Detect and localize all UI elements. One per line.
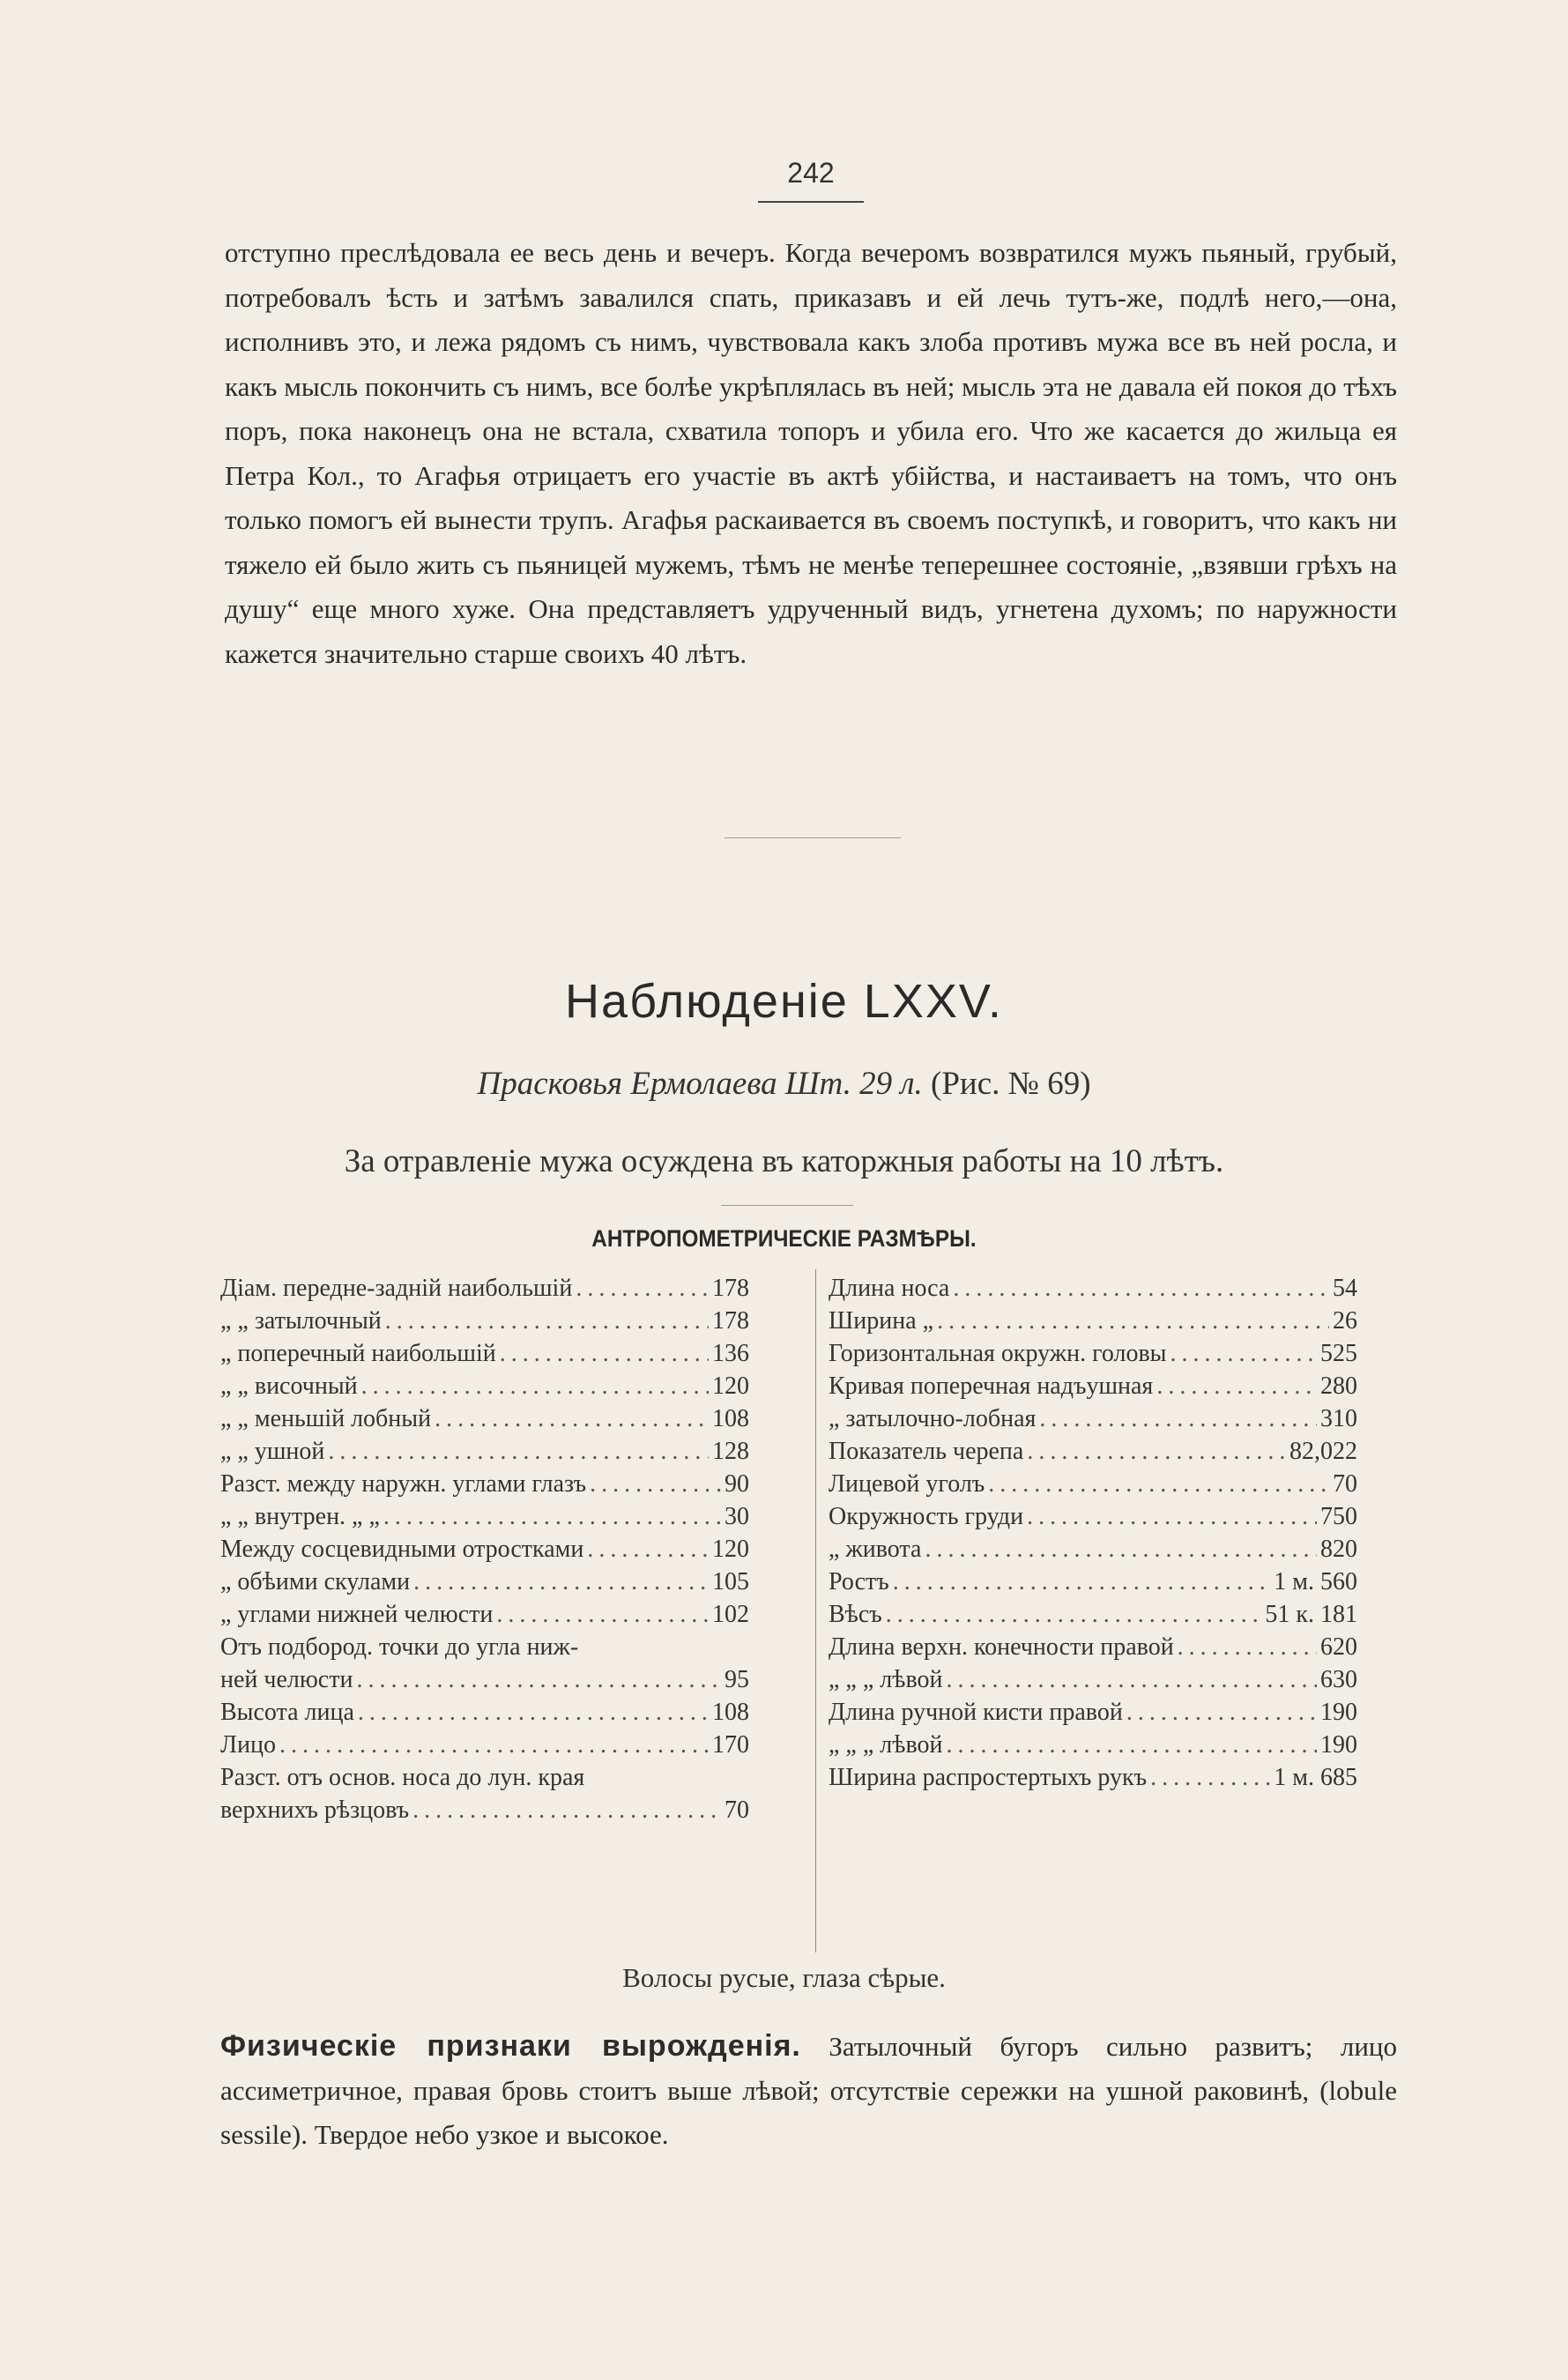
measurement-label: „ „ внутрен. „ „	[220, 1503, 380, 1530]
subject-line	[0, 1065, 1568, 1103]
observation-title: Наблюденіе LXXV.	[565, 975, 1003, 1028]
measurement-label: „ „ „ лѣвой	[829, 1666, 943, 1693]
subject-name: Прасковья Ермолаева Шт. 29 л.	[477, 1066, 923, 1102]
measurement-row	[220, 1337, 749, 1370]
anthropometric-heading: АНТРОПОМЕТРИЧЕСКІЕ РАЗМѢРЫ.	[591, 1225, 977, 1252]
dot-leader	[946, 1663, 1317, 1696]
page-number-rule	[758, 201, 864, 203]
dot-leader	[1039, 1402, 1317, 1435]
measurement-label: „ поперечный наибольшій	[220, 1340, 496, 1367]
measurement-row	[829, 1761, 1357, 1794]
measurement-value: 120	[712, 1536, 749, 1563]
dot-leader	[358, 1696, 709, 1729]
measurement-value: 178	[712, 1307, 749, 1335]
page-number: 242	[787, 157, 835, 189]
measurement-row	[829, 1272, 1357, 1305]
measurement-row	[829, 1533, 1357, 1566]
measurement-row	[829, 1566, 1357, 1598]
dot-leader	[383, 1500, 721, 1533]
measurement-row	[220, 1272, 749, 1305]
measurement-value: 108	[712, 1699, 749, 1726]
measurement-row	[220, 1761, 749, 1794]
measurement-row	[220, 1500, 749, 1533]
dot-leader	[1027, 1435, 1286, 1468]
measurement-value: 136	[712, 1340, 749, 1367]
dot-leader	[1156, 1370, 1317, 1402]
measurement-row	[829, 1468, 1357, 1500]
measurement-row	[220, 1468, 749, 1500]
measurement-row	[829, 1696, 1357, 1729]
measurement-value: 30	[725, 1503, 749, 1530]
measurement-row	[220, 1729, 749, 1761]
measurement-label: Разст. между наружн. углами глазъ	[220, 1470, 587, 1498]
measurement-row	[220, 1598, 749, 1631]
measurement-label: „ „ „ лѣвой	[829, 1731, 943, 1759]
verdict: За отравленіе мужа осуждена въ каторжныя работы на 10 лѣтъ.	[344, 1143, 1224, 1179]
measurement-label: Горизонтальная окружн. головы	[829, 1340, 1167, 1367]
measurement-value: 70	[1333, 1470, 1357, 1498]
measurements-left-column	[220, 1272, 749, 1826]
measurement-row	[220, 1533, 749, 1566]
dot-leader	[356, 1663, 721, 1696]
measurement-label: Лицевой уголъ	[829, 1470, 985, 1498]
measurement-value: 54	[1333, 1275, 1357, 1302]
dot-leader	[1178, 1631, 1317, 1663]
measurement-value: 310	[1320, 1405, 1357, 1432]
measurement-row	[220, 1794, 749, 1826]
measurement-label: Кривая поперечная надъушная	[829, 1372, 1154, 1400]
dot-leader	[412, 1794, 721, 1826]
measurement-label: „ „ височный	[220, 1372, 358, 1400]
dot-leader	[587, 1533, 709, 1566]
measurement-label: Ростъ	[829, 1568, 889, 1595]
measurement-value: 90	[725, 1470, 749, 1498]
dot-leader	[435, 1402, 709, 1435]
measurement-label: Діам. передне-задній наибольшій	[220, 1275, 573, 1302]
dot-leader	[953, 1272, 1329, 1305]
measurement-row	[829, 1435, 1357, 1468]
dot-leader	[937, 1305, 1329, 1337]
measurement-label: Ширина „	[829, 1307, 934, 1335]
dot-leader	[361, 1370, 709, 1402]
dot-leader	[413, 1566, 709, 1598]
measurement-label: „ углами нижней челюсти	[220, 1601, 494, 1628]
measurement-value: 620	[1320, 1633, 1357, 1661]
measurement-label: Длина верхн. конечности правой	[829, 1633, 1174, 1661]
measurement-value: 105	[712, 1568, 749, 1595]
measurement-value: 630	[1320, 1666, 1357, 1693]
measurement-value: 70	[725, 1796, 749, 1824]
degeneration-signs	[220, 2024, 1397, 2157]
measurement-row	[220, 1631, 749, 1663]
measurement-row	[829, 1663, 1357, 1696]
measurement-label: Вѣсъ	[829, 1601, 882, 1628]
measurement-value: 26	[1333, 1307, 1357, 1335]
dot-leader	[988, 1468, 1329, 1500]
measurement-label: Между сосцевидными отростками	[220, 1536, 584, 1563]
continued-case-text: отступно преслѣдовала ее весь день и вечеръ. Когда вечеромъ возвратился мужъ пьяный, грубый, потребовалъ ѣсть и затѣмъ завалился спать, приказавъ и ей лечь тутъ-же, подлѣ него,—она, исполнивъ это, и лежа рядомъ съ нимъ, чувствовала какъ злоба противъ мужа все въ ней росла, и какъ мысль покончить съ нимъ, все болѣе укрѣплялась въ ней; мысль эта не давала ей покоя до тѣхъ поръ, пока наконецъ она не встала, схватила топоръ и убила его. Что же касается до жильца ея Петра Кол., то Агафья отрицаетъ его участіе въ актѣ убійства, и настаиваетъ на томъ, что онъ только помогъ ей вынести трупъ. Агафья раскаивается въ своемъ поступкѣ, и говоритъ, что какъ ни тяжело ей было жить съ пьяницей мужемъ, тѣмъ не менѣе теперешнее состояніе, „взявши грѣхъ на душу“ еще много хуже. Она представляетъ удрученный видъ, угнетена духомъ; по наружности кажется значительно старше своихъ 40 лѣтъ.	[225, 237, 1397, 669]
measurement-label: „ „ затылочный	[220, 1307, 382, 1335]
measurement-label: „ „ меньшій лобный	[220, 1405, 432, 1432]
measurement-value: 280	[1320, 1372, 1357, 1400]
dot-leader	[500, 1337, 709, 1370]
measurement-label: Лицо	[220, 1731, 276, 1759]
dot-leader	[946, 1729, 1317, 1761]
hair-eyes-note: Волосы русые, глаза сѣрые.	[622, 1962, 946, 1993]
measurement-row	[220, 1402, 749, 1435]
measurement-label: „ „ ушной	[220, 1438, 325, 1465]
measurement-value: 170	[712, 1731, 749, 1759]
measurement-label: „ затылочно-лобная	[829, 1405, 1037, 1432]
measurement-value: 525	[1320, 1340, 1357, 1367]
measurement-value: 128	[712, 1438, 749, 1465]
measurement-label: Высота лица	[220, 1699, 354, 1726]
measurement-label: Разст. отъ основ. носа до лун. края	[220, 1764, 585, 1791]
measurement-row	[220, 1696, 749, 1729]
measurement-row	[220, 1663, 749, 1696]
figure-reference: (Рис. № 69)	[931, 1066, 1091, 1102]
dot-leader	[1126, 1696, 1317, 1729]
measurement-label: Показатель черепа	[829, 1438, 1024, 1465]
degeneration-text: Затылочный бугоръ сильно развитъ; лицо ассиметричное, правая бровь стоитъ выше лѣвой; отсутствіе сережки на ушной раковинѣ, (lobule sessile). Твердое небо узкое и высокое.	[220, 2031, 1398, 2150]
measurement-value: 178	[712, 1275, 749, 1302]
dot-leader	[1027, 1500, 1317, 1533]
measurement-value: 1 м. 560	[1274, 1568, 1357, 1595]
dot-leader	[1170, 1337, 1318, 1370]
measurements-right-column	[829, 1272, 1357, 1794]
measurement-label: Длина носа	[829, 1275, 950, 1302]
measurement-value: 1 м. 685	[1274, 1764, 1357, 1791]
measurement-label: „ обѣими скулами	[220, 1568, 411, 1595]
measurement-value: 750	[1320, 1503, 1357, 1530]
measurement-label: Окружность груди	[829, 1503, 1024, 1530]
dot-leader	[279, 1729, 709, 1761]
measurement-row	[220, 1305, 749, 1337]
measurement-value: 51 к. 181	[1265, 1601, 1357, 1628]
measurement-value: 82,022	[1289, 1438, 1357, 1465]
dot-leader	[1150, 1761, 1270, 1794]
dot-leader	[925, 1533, 1317, 1566]
measurement-label: Отъ подбород. точки до угла ниж-	[220, 1633, 579, 1661]
dot-leader	[385, 1305, 709, 1337]
dot-leader	[496, 1598, 709, 1631]
measurement-row	[829, 1370, 1357, 1402]
measurement-value: 190	[1320, 1731, 1357, 1759]
measurement-value: 120	[712, 1372, 749, 1400]
measurement-label: ней челюсти	[220, 1666, 353, 1693]
measurement-row	[829, 1305, 1357, 1337]
measurement-row	[829, 1598, 1357, 1631]
measurement-row	[829, 1500, 1357, 1533]
measurement-row	[220, 1370, 749, 1402]
measurement-label: верхнихъ рѣзцовъ	[220, 1796, 410, 1824]
section-separator	[725, 837, 901, 838]
measurement-value: 102	[712, 1601, 749, 1628]
measurement-label: „ живота	[829, 1536, 922, 1563]
measurement-row	[829, 1631, 1357, 1663]
dot-leader	[576, 1272, 709, 1305]
dot-leader	[590, 1468, 721, 1500]
measurement-value: 190	[1320, 1699, 1357, 1726]
measurement-label: Длина ручной кисти правой	[829, 1699, 1123, 1726]
column-divider	[815, 1269, 816, 1952]
measurement-row	[220, 1566, 749, 1598]
measurement-row	[829, 1337, 1357, 1370]
measurement-label: Ширина распростертыхъ рукъ	[829, 1764, 1148, 1791]
short-rule	[721, 1205, 853, 1206]
dot-leader	[328, 1435, 709, 1468]
measurement-value: 108	[712, 1405, 749, 1432]
measurement-row	[829, 1402, 1357, 1435]
measurement-value: 820	[1320, 1536, 1357, 1563]
measurement-row	[220, 1435, 749, 1468]
measurement-row	[829, 1729, 1357, 1761]
degeneration-heading: Физическіе признаки вырожденія.	[220, 2029, 801, 2063]
dot-leader	[886, 1598, 1262, 1631]
dot-leader	[893, 1566, 1271, 1598]
measurement-value: 95	[725, 1666, 749, 1693]
